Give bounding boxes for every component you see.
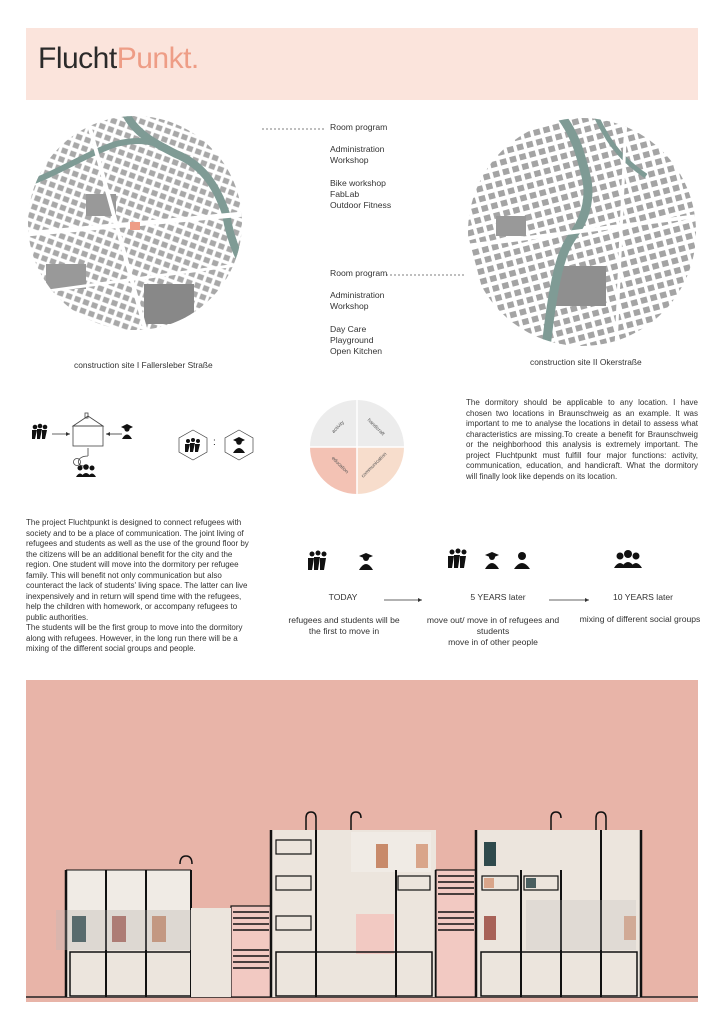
- building-module-middle: [271, 812, 436, 997]
- leader-lines-1: [262, 126, 330, 276]
- dormitory-text: The dormitory should be applicable to any location. I have chosen two locations in Braunschweig as an example. It was important to me to analyse the locations in detail to assess what characteristics are missing.To create a benefit for Braunschweig or the neighborhood this analysis is extremely important. The project Fluchtpunkt must fulfill four major functions: activity, communication, education, and handicraft. What the dormitory will finally look like depends on its location.: [466, 398, 698, 481]
- refugee-icon-today: [308, 551, 327, 571]
- building-module-right: [476, 812, 641, 997]
- ratio-separator: :: [213, 437, 216, 448]
- ratio-student-hex: [222, 428, 256, 462]
- house-icon: [73, 413, 103, 446]
- wheel-segment-education: [310, 447, 357, 494]
- title-part-1: Flucht: [38, 42, 117, 75]
- wheel-segment-handicraft: [357, 400, 404, 447]
- leader-lines-2: [386, 272, 466, 282]
- timeline-label-5y: 5 YEARS later: [470, 592, 526, 602]
- wheel-label-activity: activity: [330, 419, 346, 435]
- timeline-icons: [304, 548, 704, 576]
- timeline-arrows: [384, 596, 614, 604]
- caption-site-1: construction site I Fallersleber Straße: [74, 360, 213, 370]
- title-part-2: Punkt.: [116, 42, 199, 75]
- stair-tower-left: [191, 906, 271, 997]
- room-item: Day Care: [330, 324, 367, 334]
- timeline-label-today: TODAY: [328, 592, 358, 602]
- site-map-1: [26, 114, 244, 332]
- refugee-family-icon: [32, 424, 47, 439]
- wheel-label-handicraft: handicraft: [365, 417, 386, 438]
- house-diagram: [26, 404, 166, 484]
- project-text: The project Fluchtpunkt is designed to connect refugees with society and to be a place of communication. The joint living of refugees and students as well as the use of the ground floor by the citizens will be an additional benefit for the city and the region. One student will move into the dormitory per refugee family. This will benefit not only communication but also counteract the lack of students' living space. The latter can live inexpensively and in return will spend time with the refugees, help the children with homework, or accompany refugees to public authorities. The students will be the first group to move into the dormitory along with refugees. However, in the long run there will be a mixing of the different social groups and people.: [26, 518, 249, 653]
- site-map-2: [466, 116, 698, 348]
- room-program-heading: Room program: [330, 268, 388, 278]
- room-item: Administration: [330, 290, 385, 300]
- wheel-segment-activity: [310, 400, 357, 447]
- person-icon-5y: [514, 552, 530, 569]
- room-item: Workshop: [330, 301, 369, 311]
- caption-site-2: construction site II Okerstraße: [530, 357, 642, 367]
- room-program-2: [330, 268, 387, 357]
- student-icon-today: [359, 553, 373, 570]
- function-wheel: [308, 398, 406, 496]
- ratio-refugee-hex: [176, 428, 210, 462]
- room-item: Bike workshop: [330, 178, 386, 188]
- room-program-heading: Room program: [330, 122, 388, 132]
- stair-tower-right: [436, 870, 476, 997]
- timeline-desc-10y: mixing of different social groups: [579, 614, 701, 624]
- room-item: Open Kitchen: [330, 346, 383, 356]
- room-item: Playground: [330, 335, 374, 345]
- room-item: FabLab: [330, 189, 360, 199]
- timeline-label-10y: 10 YEARS later: [612, 592, 674, 602]
- refugee-icon-5y: [448, 549, 467, 569]
- timeline-desc-5y: move out/ move in of refugees and students move in of other people: [426, 615, 560, 647]
- room-program-1: [330, 122, 391, 211]
- page-title: [38, 42, 199, 76]
- timeline-desc-today: refugees and students will be the first to move in: [288, 615, 400, 636]
- room-item: Workshop: [330, 155, 369, 165]
- room-item: Administration: [330, 144, 385, 154]
- student-icon-5y: [485, 552, 499, 569]
- room-item: Outdoor Fitness: [330, 200, 392, 210]
- wheel-label-communication: communication: [360, 451, 389, 480]
- wheel-label-education: education: [329, 455, 350, 476]
- building-elevation: [26, 680, 698, 1002]
- group-icon: [76, 464, 96, 477]
- group-icon-10y: [614, 550, 642, 568]
- student-icon: [121, 424, 133, 439]
